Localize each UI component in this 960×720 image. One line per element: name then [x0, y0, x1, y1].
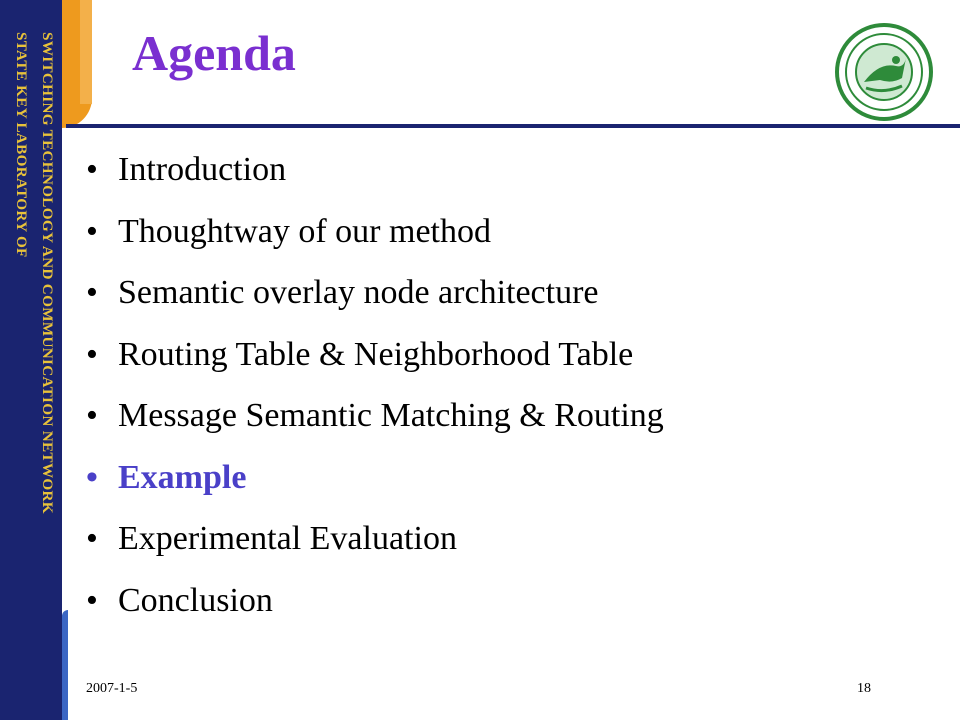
agenda-item: [86, 577, 664, 639]
bullet-dot: •: [86, 151, 98, 188]
bullet-dot: •: [86, 458, 98, 496]
slide-title: Agenda: [132, 25, 296, 81]
agenda-item-text: Routing Table & Neighborhood Table: [118, 335, 634, 373]
footer-date: 2007-1-5: [86, 681, 138, 696]
bullet-dot: •: [86, 212, 98, 250]
university-seal-logo-icon: [834, 22, 934, 122]
agenda-item-text: Example: [118, 458, 247, 496]
agenda-item-text: Introduction: [118, 151, 287, 188]
agenda-item-text: Message Semantic Matching & Routing: [118, 397, 664, 434]
bullet-dot: •: [86, 274, 98, 311]
agenda-item: [86, 269, 664, 331]
bullet-dot: •: [86, 335, 98, 373]
lab-name-line-1: SWITCHING TECHNOLOGY AND COMMUNICATION NETWORK: [39, 32, 56, 514]
agenda-item: [86, 331, 664, 393]
sidebar: [0, 0, 62, 720]
lab-name-line-2: STATE KEY LABORATORY OF: [13, 32, 30, 258]
agenda-item-text: Experimental Evaluation: [118, 520, 457, 557]
page-number: 18: [857, 681, 871, 696]
bullet-dot: •: [86, 520, 98, 557]
agenda-item-text: Semantic overlay node architecture: [118, 274, 599, 311]
agenda-list: [86, 146, 664, 638]
agenda-item: [86, 392, 664, 454]
lab-name: [4, 32, 56, 692]
agenda-item: [86, 146, 664, 208]
agenda-item-text: Thoughtway of our method: [118, 212, 491, 250]
bullet-dot: •: [86, 397, 98, 434]
orange-accent-inner: [80, 0, 92, 104]
bullet-dot: •: [86, 581, 98, 619]
agenda-item: [86, 208, 664, 270]
agenda-item: [86, 515, 664, 577]
blue-accent: [62, 610, 68, 720]
agenda-item-active: [86, 454, 664, 516]
agenda-item-text: Conclusion: [118, 581, 273, 619]
title-divider: [66, 124, 960, 128]
